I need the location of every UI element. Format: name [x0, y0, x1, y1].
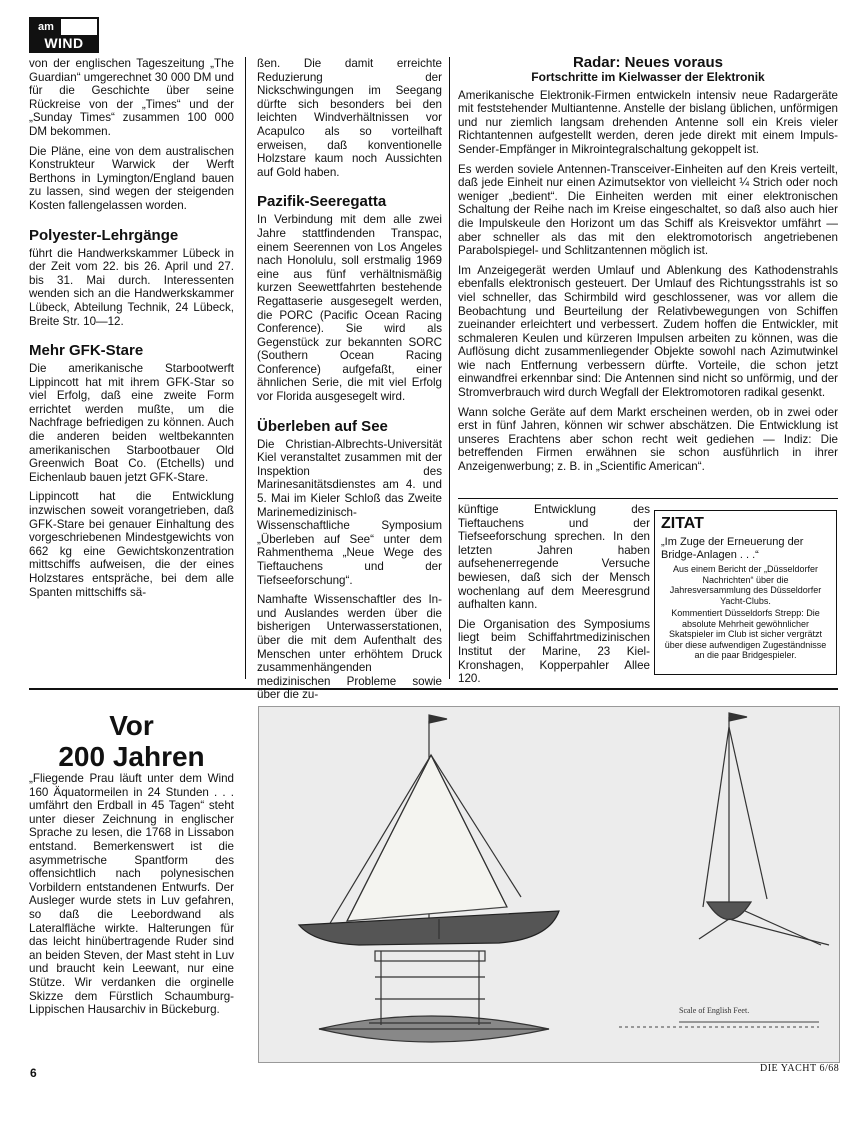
zitat-comment: Kommentiert Düsseldorfs Strepp: Die absolute Mehrheit gewöhnlicher Skatspieler im Club ist sicher vergrätzt über diese aufwendigen Zugeständnisse an die paar Bridgespieler. — [664, 608, 827, 660]
column-rule-1 — [245, 57, 246, 679]
column-1 — [29, 57, 234, 605]
vor-title-line-1: Vor — [109, 710, 154, 741]
radar-paragraph-4: Wann solche Geräte auf dem Markt erscheinen werden, ob in zwei oder erst in fünf Jahren, können wir schwer abschätzen. Die Entwicklung ist unseres Erachtens aber schon recht weit gediehen — Indiz: Die betreffenden Firmen erwähnen sie schon ausführlich in ihrer Anzeigenwerbung; z. B. in „Scientific American“. — [458, 405, 838, 474]
logo-top-text: am — [31, 19, 61, 35]
guardian-paragraph: von der englischen Tageszeitung „The Guardian“ umgerechnet 30 000 DM und für die Geschichte über seine Rückreise von der „Times“ und der „Sunday Times“ zusammen 100 000 DM bekommen. — [29, 57, 234, 138]
radar-article — [458, 54, 838, 480]
vor-200-jahren-title — [29, 710, 234, 772]
ueberleben-heading: Überleben auf See — [257, 417, 388, 435]
am-wind-logo — [29, 17, 99, 53]
radar-subtitle: Fortschritte im Kielwasser der Elektronik — [531, 70, 765, 84]
zitat-source: Aus einem Bericht der „Düsseldorfer Nachrichten“ über die Jahresversammlung des Düsseldorfer Yacht-Clubs. — [669, 564, 822, 606]
radar-title: Radar: Neues voraus — [572, 54, 724, 71]
ueberleben-paragraph-2: Namhafte Wissenschaftler des In- und Auslandes werden über die bisherigen Unterwasserstationen, über die mit dem Aufenthalt des Menschen unter erhöhtem Druck zusammenhängenden medizinischen Probleme sowie über die zu- — [257, 593, 442, 702]
radar-paragraph-2: Es werden soviele Antennen-Transceiver-Einheiten auf den Kreis verteilt, daß jede Einheit nur einen Azimutsektor von vielleicht ¼ Strich oder noch weniger „bedient“. Die Einheiten werden mit einer elektronischen Schaltung der Reihe nach im Kreise eingeschaltet, so daß also auch hier die Impulskeule den Horizont um das Schiff als Kreisvektor umfährt — aber schneller als das mit den elektromotorisch angetriebenen Parabolspiegel- und Schlitzantennen möglich ist. — [458, 162, 838, 258]
polyester-heading: Polyester-Lehrgänge — [29, 226, 179, 244]
symposium-continued-paragraph: künftige Entwicklung des Tieftauchens und der Tiefseeforschung sprechen. In den letzten Jahren haben aufsehenerregende Versuche bewiesen, daß sich der Mensch wochenlang auf dem Meeresgrund aufhalten kann. — [458, 503, 650, 612]
column-4 — [458, 503, 650, 692]
vor-title-line-2: 200 Jahren — [58, 741, 205, 772]
magazine-footer: DIE YACHT 6/68 — [760, 1063, 840, 1074]
pazifik-heading: Pazifik-Seeregatta — [257, 193, 387, 211]
page-number: 6 — [30, 1066, 37, 1080]
column-2 — [257, 57, 442, 708]
logo-bottom-text: WIND — [31, 35, 97, 51]
prau-drawing-svg — [259, 707, 839, 1062]
ueberleben-paragraph-1: Die Christian-Albrechts-Universität Kiel veranstaltet zusammen mit der Inspektion des Marinesanitätsdienstes am 4. und 5. Mai im Kieler Schloß das Zweite Marinemedizinisch-Wissenschaftliche Symposium „Überleben auf See“ unter dem Rahmenthema „Neue Wege des Tieftauchens und der Tiefseeforschung“. — [257, 437, 442, 587]
radar-paragraph-1: Amerikanische Elektronik-Firmen entwickeln intensiv neue Radargeräte mit feststehender Multiantenne. Anstelle der bislang üblichen, unförmigen und nur ziemlich langsam drehenden Antenne soll ein Kreis vieler Richtantennen aufgestellt werden, deren jede direkt mit einem Impuls-Sender-Empfänger in Mikrointegralschaltung gekoppelt ist. — [458, 88, 838, 156]
symposium-organisation-paragraph: Die Organisation des Symposiums liegt beim Schiffahrtmedizinischen Institut der Marine, 23 Kiel-Kronshagen, Kopperpahler Allee 120. — [458, 617, 650, 686]
column-rule-2 — [449, 57, 450, 679]
radar-paragraph-3: Im Anzeigegerät werden Umlauf und Ablenkung des Kathodenstrahls ebenfalls elektronisch gesteuert. Der Umlauf des Richtungsstrahls ist so viel schneller, das Schirmbild wird geschlossener, was vor allem die Beobachtung und Beurteilung der Relativbewegungen von Schiffen zueinander erleichtert und verbessert. Zudem hoffen die Entwickler, mit schmaleren Keulen und kürzeren Impulsen arbeiten zu können, was die Auflösung dicht zusammenliegender Objekte sowohl nach Azimutwinkel wie nach Entfernung verbessern dürfte. Vorteile, die schon jetzt einwandfrei erkennbar sind: Die Antennen sind nicht so unförmig, und der Stromverbrauch wird durch Wegfall der Elektromotoren radikal gesenkt. — [458, 263, 838, 400]
scale-label: Scale of English Feet. — [679, 1006, 750, 1015]
historic-prau-drawing — [258, 706, 840, 1063]
gfk-paragraph-2: Lippincott hat die Entwicklung inzwischen soweit vorangetrieben, daß GFK-Stare bei genauer Einhaltung des vorgeschriebenen Mindestgewichts von 662 kg eine Gewichtskonzentration mittschiffs aufweisen, die der eines Holzstares entspräche, bei dem alle Spanten mittschiffs sä- — [29, 490, 234, 599]
vor-200-jahren-text: „Fliegende Prau läuft unter dem Wind 160 Äquatormeilen in 24 Stunden . . . umfährt den Erdball in 45 Tagen“ steht unter dieser Zeichnung in englischer Sprache zu lesen, die 1768 in Lissabon entstand. Bemerkenswert ist die asymmetrische Spantform des offensichtlich nach polynesischen Vorbildern entstandenen Entwurfs. Der Ausleger wurde stets in Luv gefahren, so daß die Leebordwand als Lateralfläche wirkte. Halterungen für das leicht hinübertragende Ruder sind an beiden Steven, der Mast steht in Luv und braucht kein Leewant, nur eine Stütze. Wir verdanken die orginelle Skizze dem Fürstlich Schaumburg-Lippischen Hausarchiv in Bückeburg. — [29, 772, 234, 1017]
gfk-heading: Mehr GFK-Stare — [29, 342, 144, 360]
radar-bottom-rule — [458, 498, 838, 499]
pazifik-paragraph: In Verbindung mit dem alle zwei Jahre stattfindenden Transpac, einem Seerennen von Los Angeles nach Honolulu, soll erstmalig 1969 eine aus fünf verhältnismäßig kurzen Seewettfahrten bestehende Regattaserie ausgesegelt werden, die PORC (Pacific Ocean Racing Conference). Sie wird als Gegenstück zur bekannten SORC (Southern Ocean Racing Conference) aufgefaßt, einer ähnlichen Serie, die mit viel Erfolg vor Florida ausgesegelt wird. — [257, 213, 442, 404]
gfk-paragraph-1: Die amerikanische Starbootwerft Lippincott hat mit ihrem GFK-Star so viel Erfolg, daß eine zweite Form errichtet werden mußte, um die Nachfrage befriedigen zu können. Auch die anderen beiden weltbekannten amerikanischen Starbootbauer Old Greenwich Boat Co. (Etchells) und Eichenlaub bauen jetzt GFK-Stare. — [29, 362, 234, 484]
polyester-paragraph: führt die Handwerkskammer Lübeck in der Zeit vom 22. bis 26. April und 27. bis 31. Mai durch. Interessenten wenden sich an die Handwerkskammer Lübeck, Abteilung Technik, 24 Lübeck, Breite Str. 10—12. — [29, 246, 234, 328]
zitat-title: ZITAT — [661, 515, 704, 532]
zitat-box — [654, 510, 837, 675]
warwick-paragraph: Die Pläne, eine von dem australischen Konstrukteur Warwick der Werft Berthons in Lymington/England bauen zu lassen, sind wegen der steigenden Kosten fallengelassen worden. — [29, 144, 234, 212]
gfk-continued-paragraph: ßen. Die damit erreichte Reduzierung der Nickschwingungen im Seegang dürfte sich besonders bei den leichten Windverhältnissen vor Acapulco als so vorteilhaft erweisen, daß konventionelle Holzstare kaum noch Aussichten auf Gold haben. — [257, 57, 442, 179]
zitat-quote: „Im Zuge der Erneuerung der Bridge-Anlagen . . .“ — [661, 536, 804, 561]
